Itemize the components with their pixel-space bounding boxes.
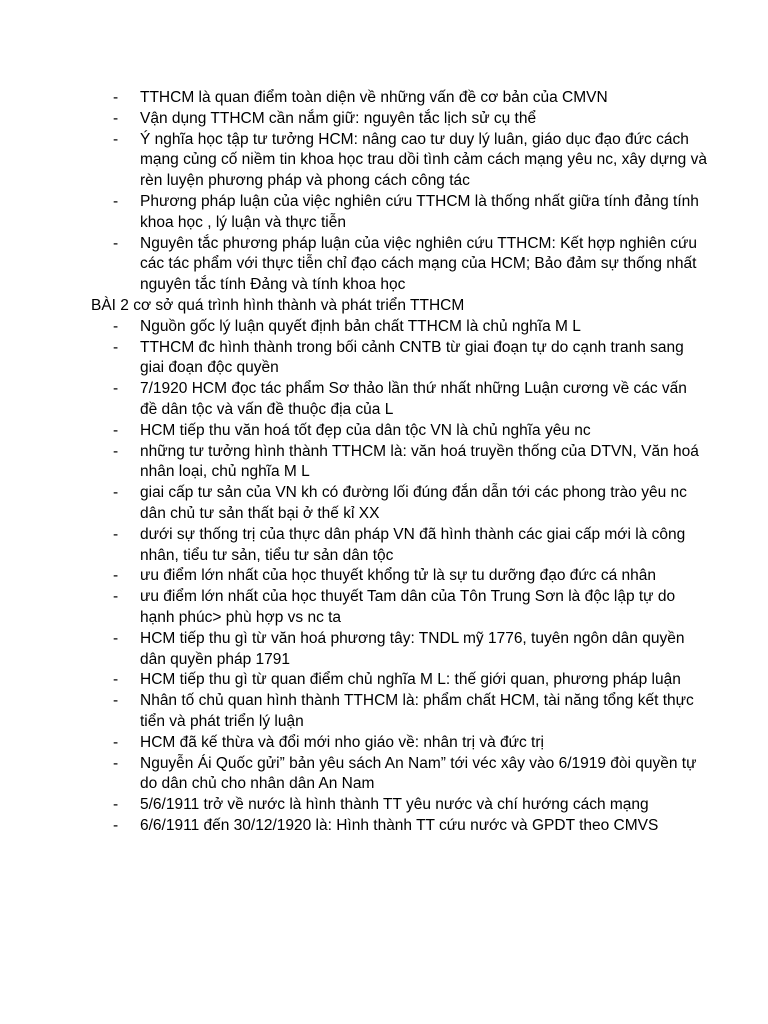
- dash-bullet: -: [113, 733, 119, 751]
- section-2-heading: BÀI 2 cơ sở quá trình hình thành và phát triển TTHCM: [91, 296, 465, 314]
- dash-bullet: -: [113, 796, 119, 814]
- list-item: [0, 421, 768, 442]
- list-item: [0, 109, 768, 130]
- list-item-text: Nhân tố chủ quan hình thành TTHCM là: phẩm chất HCM, tài năng tổng kết thực tiển và phát triển lý luận: [140, 692, 694, 730]
- list-item-text: TTHCM là quan điểm toàn diện về những vấn đề cơ bản của CMVN: [140, 89, 608, 106]
- list-item-text: HCM tiếp thu gì từ văn hoá phương tây: TNDL mỹ 1776, tuyên ngôn dân quyền dân quyền pháp 1791: [140, 629, 685, 668]
- dash-bullet: -: [113, 588, 119, 606]
- list-item-text: Phương pháp luận của việc nghiên cứu TTHCM là thống nhất giữa tính đảng tính khoa học , lý luận và thực tiễn: [140, 192, 699, 231]
- dash-bullet: -: [113, 692, 119, 710]
- dash-bullet: -: [113, 754, 119, 772]
- dash-bullet: -: [113, 816, 119, 834]
- list-item: [0, 88, 768, 109]
- list-item-text: những tư tưởng hình thành TTHCM là: văn hoá truyền thống của DTVN, Văn hoá nhân loại, chủ nghĩa M L: [140, 442, 699, 481]
- list-item: [0, 317, 768, 338]
- list-item-text: Nguyễn Ái Quốc gửi” bản yêu sách An Nam” tới véc xây vào 6/1919 đòi quyền tự do dân chủ cho nhân dân An Nam: [140, 754, 697, 793]
- list-item-text: Nguyên tắc phương pháp luận của việc nghiên cứu TTHCM: Kết hợp nghiên cứu các tác phẩm với thực tiễn chỉ đạo cách mạng của HCM; Bảo đảm sự thống nhất nguyên tắc tính Đảng và tính khoa học: [140, 234, 697, 294]
- document-content: [0, 88, 768, 837]
- dash-bullet: -: [113, 89, 119, 106]
- dash-bullet: -: [113, 109, 119, 127]
- list-item: [0, 379, 768, 421]
- list-item-text: Ý nghĩa học tập tư tưởng HCM: nâng cao tư duy lý luân, giáo dục đạo đức cách mạng củng cố niềm tin khoa học trau dồi tình cảm cách mạng yêu nc, xây dựng và rèn luyện phương pháp và phong cách công tác: [140, 130, 707, 190]
- list-item-text: giai cấp tư sản của VN kh có đường lối đúng đắn dẫn tới các phong trào yêu nc dân chủ tư sản thất bại ở thế kỉ XX: [140, 484, 687, 522]
- list-item-text: ưu điểm lớn nhất của học thuyết khổng tử là sự tu dưỡng đạo đức cá nhân: [140, 567, 656, 585]
- dash-bullet: -: [113, 192, 119, 210]
- list-item-text: HCM đã kế thừa và đổi mới nho giáo về: nhân trị và đức trị: [140, 733, 544, 751]
- list-item-text: Nguồn gốc lý luận quyết định bản chất TTHCM là chủ nghĩa M L: [140, 317, 581, 335]
- dash-bullet: -: [113, 338, 119, 356]
- list-item: [0, 234, 768, 296]
- dash-bullet: -: [113, 629, 119, 647]
- list-item-text: TTHCM đc hình thành trong bối cảnh CNTB từ giai đoạn tự do cạnh tranh sang giai đoạn độc quyền: [140, 338, 684, 377]
- list-item: [0, 338, 768, 380]
- dash-bullet: -: [113, 421, 119, 439]
- list-item: [0, 525, 768, 567]
- list-item: [0, 192, 768, 234]
- list-item: [0, 670, 768, 691]
- dash-bullet: -: [113, 671, 119, 689]
- dash-bullet: -: [113, 380, 119, 398]
- list-item-text: ưu điểm lớn nhất của học thuyết Tam dân của Tôn Trung Sơn là độc lập tự do hạnh phúc> phù hợp vs nc ta: [140, 588, 676, 626]
- dash-bullet: -: [113, 442, 119, 460]
- list-item: [0, 733, 768, 754]
- list-item-text: Vận dụng TTHCM cần nắm giữ: nguyên tắc lịch sử cụ thể: [140, 109, 537, 127]
- list-item: [0, 130, 768, 192]
- list-item-text: HCM tiếp thu văn hoá tốt đẹp của dân tộc VN là chủ nghĩa yêu nc: [140, 421, 591, 439]
- list-item: [0, 587, 768, 629]
- list-item: [0, 691, 768, 733]
- list-item-text: 5/6/1911 trở về nước là hình thành TT yêu nước và chí hướng cách mạng: [140, 796, 649, 814]
- dash-bullet: -: [113, 525, 119, 543]
- list-item: [0, 442, 768, 484]
- dash-bullet: -: [113, 234, 119, 252]
- dash-bullet: -: [113, 130, 119, 148]
- list-item-text: 7/1920 HCM đọc tác phẩm Sơ thảo lần thứ nhất những Luận cương về các vấn đề dân tộc và vấn đề thuộc địa của L: [140, 380, 687, 418]
- list-item-text: dưới sự thống trị của thực dân pháp VN đã hình thành các giai cấp mới là công nhân, tiểu tư sản, tiểu tư sản dân tộc: [140, 525, 686, 564]
- list-item: [0, 629, 768, 671]
- list-item: [0, 816, 768, 837]
- dash-bullet: -: [113, 317, 119, 335]
- dash-bullet: -: [113, 484, 119, 502]
- list-item: [0, 754, 768, 796]
- list-item: [0, 795, 768, 816]
- list-item-text: 6/6/1911 đến 30/12/1920 là: Hình thành TT cứu nước và GPDT theo CMVS: [140, 816, 659, 834]
- section-2-list: [0, 317, 768, 837]
- section-1-list: [0, 88, 768, 296]
- list-item: [0, 483, 768, 525]
- list-item: [0, 566, 768, 587]
- dash-bullet: -: [113, 567, 119, 585]
- list-item-text: HCM tiếp thu gì từ quan điểm chủ nghĩa M L: thế giới quan, phương pháp luận: [140, 671, 681, 689]
